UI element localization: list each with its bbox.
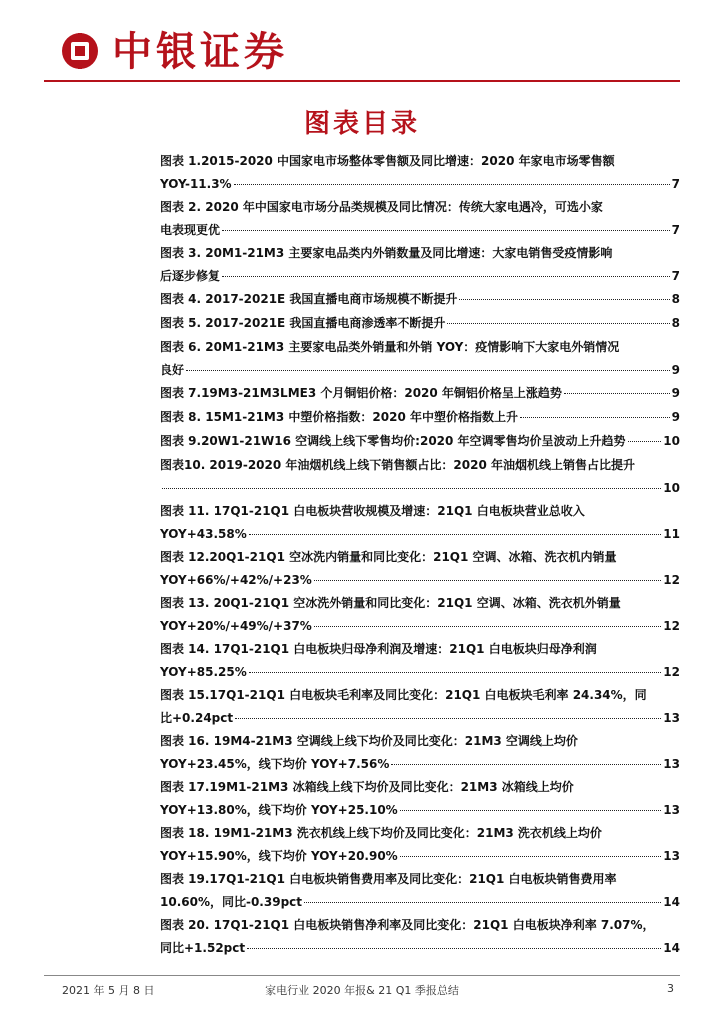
toc-leader-dots [162,488,661,489]
toc-entry-text: 图表 19.17Q1-21Q1 白电板块销售费用率及同比变化：21Q1 白电板块销售费用率 [160,872,617,886]
toc-entry-text: 图表 12.20Q1-21Q1 空冰洗内销量和同比变化：21Q1 空调、冰箱、洗衣机内销量 [160,550,617,564]
toc-page-number: 10 [663,481,680,495]
toc-leader-dots [222,276,670,277]
toc-entry-line [160,265,680,288]
toc-entry-text: YOY-11.3% [160,177,232,191]
toc-entry[interactable] [160,546,680,592]
toc-entry-text: 图表 5. 2017-2021E 我国直播电商渗透率不断提升 [160,316,446,330]
toc-page-number: 7 [671,223,680,237]
toc-leader-dots [314,580,661,581]
toc-entry-text: 图表 4. 2017-2021E 我国直播电商市场规模不断提升 [160,292,458,306]
toc-entry-text: 图表 8. 15M1-21M3 中塑价格指数：2020 年中塑价格指数上升 [160,410,518,424]
toc-entry-text: 图表 15.17Q1-21Q1 白电板块毛利率及同比变化：21Q1 白电板块毛利率 24.34%，同 [160,688,647,702]
toc-entry-text: 图表 6. 20M1-21M3 主要家电品类外销量和外销 YOY：疫情影响下大家电外销情况 [160,340,620,354]
toc-entry-text: 图表10. 2019-2020 年油烟机线上线下销售额占比：2020 年油烟机线上销售占比提升 [160,458,635,472]
toc-entry-line [160,406,680,429]
toc-page-number: 9 [671,386,680,400]
toc-entry-text: 电表现更优 [160,223,221,237]
page-header [0,0,724,80]
toc-leader-dots [314,626,661,627]
toc-entry-text: 图表 11. 17Q1-21Q1 白电板块营收规模及增速：21Q1 白电板块营业总收入 [160,504,585,518]
toc-entry-line [160,937,680,960]
toc-entry-line [160,661,680,684]
toc-entry-text: 图表 17.19M1-21M3 冰箱线上线下均价及同比变化：21M3 冰箱线上均价 [160,780,574,794]
toc-leader-dots [235,718,661,719]
toc-page-number: 9 [671,410,680,424]
toc-leader-dots [247,948,661,949]
toc-entry-line [160,753,680,776]
toc-entry-text: YOY+66%/+42%/+23% [160,573,312,587]
header-divider [44,80,680,82]
toc-entry-text: YOY+23.45%，线下均价 YOY+7.56% [160,757,390,771]
toc-page-number: 13 [663,711,680,725]
toc-entry-line [160,569,680,592]
toc-leader-dots [234,184,670,185]
toc-page-number: 13 [663,757,680,771]
toc-entry-line [160,500,680,523]
toc-entry[interactable] [160,638,680,684]
toc-entry[interactable] [160,914,680,960]
toc-entry[interactable] [160,868,680,914]
toc-entry-line [160,868,680,891]
toc-entry[interactable] [160,288,680,311]
toc-entry[interactable] [160,196,680,242]
toc-entry-line [160,615,680,638]
toc-entry[interactable] [160,454,680,500]
toc-entry[interactable] [160,776,680,822]
toc-entry-line [160,523,680,546]
toc-entry[interactable] [160,500,680,546]
toc-entry[interactable] [160,592,680,638]
toc-page-number: 14 [663,895,680,909]
toc-entry-text: 同比+1.52pct [160,941,246,955]
toc-page-number: 9 [671,363,680,377]
toc-entry-line [160,707,680,730]
toc-page-number: 7 [671,269,680,283]
toc-entry[interactable] [160,684,680,730]
toc-entry-text: YOY+85.25% [160,665,247,679]
toc-leader-dots [520,417,670,418]
toc-entry-text: 图表 18. 19M1-21M3 洗衣机线上线下均价及同比变化：21M3 洗衣机线上均价 [160,826,602,840]
toc-entry[interactable] [160,150,680,196]
toc-leader-dots [391,764,661,765]
toc-entry-line [160,454,680,477]
toc-leader-dots [304,902,661,903]
toc-entry-text: YOY+43.58% [160,527,247,541]
toc-entry[interactable] [160,336,680,382]
toc-entry-text: 图表 20. 17Q1-21Q1 白电板块销售净利率及同比变化：21Q1 白电板块净利率 7.07%， [160,918,655,932]
toc-entry-line [160,150,680,173]
toc-page-number: 8 [671,316,680,330]
toc-leader-dots [447,323,669,324]
toc-entry-line [160,430,680,453]
toc-page-number: 12 [663,665,680,679]
toc-entry-line [160,845,680,868]
toc-leader-dots [400,810,662,811]
toc-leader-dots [186,370,670,371]
toc-entry[interactable] [160,406,680,429]
toc-entry-line [160,219,680,242]
toc-leader-dots [400,856,662,857]
toc-entry-line [160,914,680,937]
toc-entry-text: 图表 9.20W1-21W16 空调线上线下零售均价:2020 年空调零售均价呈波动上升趋势 [160,434,626,448]
toc-entry-line [160,638,680,661]
toc-entry-line [160,382,680,405]
toc-entry-text: 图表 2. 2020 年中国家电市场分品类规模及同比情况：传统大家电遇冷，可选小家 [160,200,603,214]
toc-page-number: 12 [663,573,680,587]
toc-entry-line [160,684,680,707]
toc-entry[interactable] [160,822,680,868]
toc-entry-line [160,776,680,799]
toc-entry-line [160,336,680,359]
toc-entry-line [160,592,680,615]
toc-entry[interactable] [160,430,680,453]
toc-page-number: 10 [663,434,680,448]
toc-leader-dots [564,393,670,394]
toc-entry[interactable] [160,730,680,776]
toc-entry-line [160,477,680,500]
toc-leader-dots [249,534,662,535]
toc-title: 图表目录 [303,109,420,139]
toc-entry-text: YOY+13.80%，线下均价 YOY+25.10% [160,803,398,817]
toc-entry-line [160,891,680,914]
toc-entry-text: 比+0.24pct [160,711,234,725]
toc-page-number: 14 [663,941,680,955]
toc-page-number: 11 [663,527,680,541]
toc-entry-line [160,822,680,845]
page-number: 3 [667,982,674,995]
toc-page-number: 12 [663,619,680,633]
toc-entry-line [160,288,680,311]
toc-entry-text: 良好 [160,363,185,377]
toc-entry-text: 图表 1.2015-2020 中国家电市场整体零售额及同比增速：2020 年家电市场零售额 [160,154,615,168]
toc-leader-dots [628,441,662,442]
toc-entry-text: 图表 14. 17Q1-21Q1 白电板块归母净利润及增速：21Q1 白电板块归母净利润 [160,642,597,656]
toc-page-number: 13 [663,849,680,863]
brand-name: 中银证券 [112,28,288,75]
toc-entry-text: 图表 16. 19M4-21M3 空调线上线下均价及同比变化：21M3 空调线上均价 [160,734,578,748]
footer-title: 家电行业 2020 年报& 21 Q1 季报总结 [265,984,459,997]
toc-entry-text: 图表 13. 20Q1-21Q1 空冰洗外销量和同比变化：21Q1 空调、冰箱、洗衣机外销量 [160,596,621,610]
toc-entry-line [160,312,680,335]
toc-entry-text: 后逐步修复 [160,269,221,283]
toc-entry-text: 图表 3. 20M1-21M3 主要家电品类内外销数量及同比增速：大家电销售受疫情影响 [160,246,613,260]
toc-entry-text: 10.60%，同比-0.39pct [160,895,303,909]
toc-entry-line [160,546,680,569]
bank-logo-icon [62,33,98,69]
toc-entry-line [160,196,680,219]
toc-leader-dots [222,230,670,231]
toc-entry[interactable] [160,242,680,288]
toc-leader-dots [459,299,669,300]
toc-page-number: 8 [671,292,680,306]
toc-entry-line [160,799,680,822]
toc-entry-line [160,730,680,753]
toc-entry-line [160,173,680,196]
toc-entry[interactable] [160,312,680,335]
toc-entry-text: 图表 7.19M3-21M3LME3 个月铜铝价格：2020 年铜铝价格呈上涨趋势 [160,386,562,400]
toc-entry-text: YOY+15.90%，线下均价 YOY+20.90% [160,849,398,863]
footer-date: 2021 年 5 月 8 日 [62,984,155,997]
toc-page-number: 7 [671,177,680,191]
toc-entry-line [160,242,680,265]
toc-leader-dots [249,672,662,673]
toc-entry[interactable] [160,382,680,405]
footer-divider [44,975,680,976]
toc-entry-line [160,359,680,382]
toc-page-number: 13 [663,803,680,817]
toc-entry-text: YOY+20%/+49%/+37% [160,619,312,633]
